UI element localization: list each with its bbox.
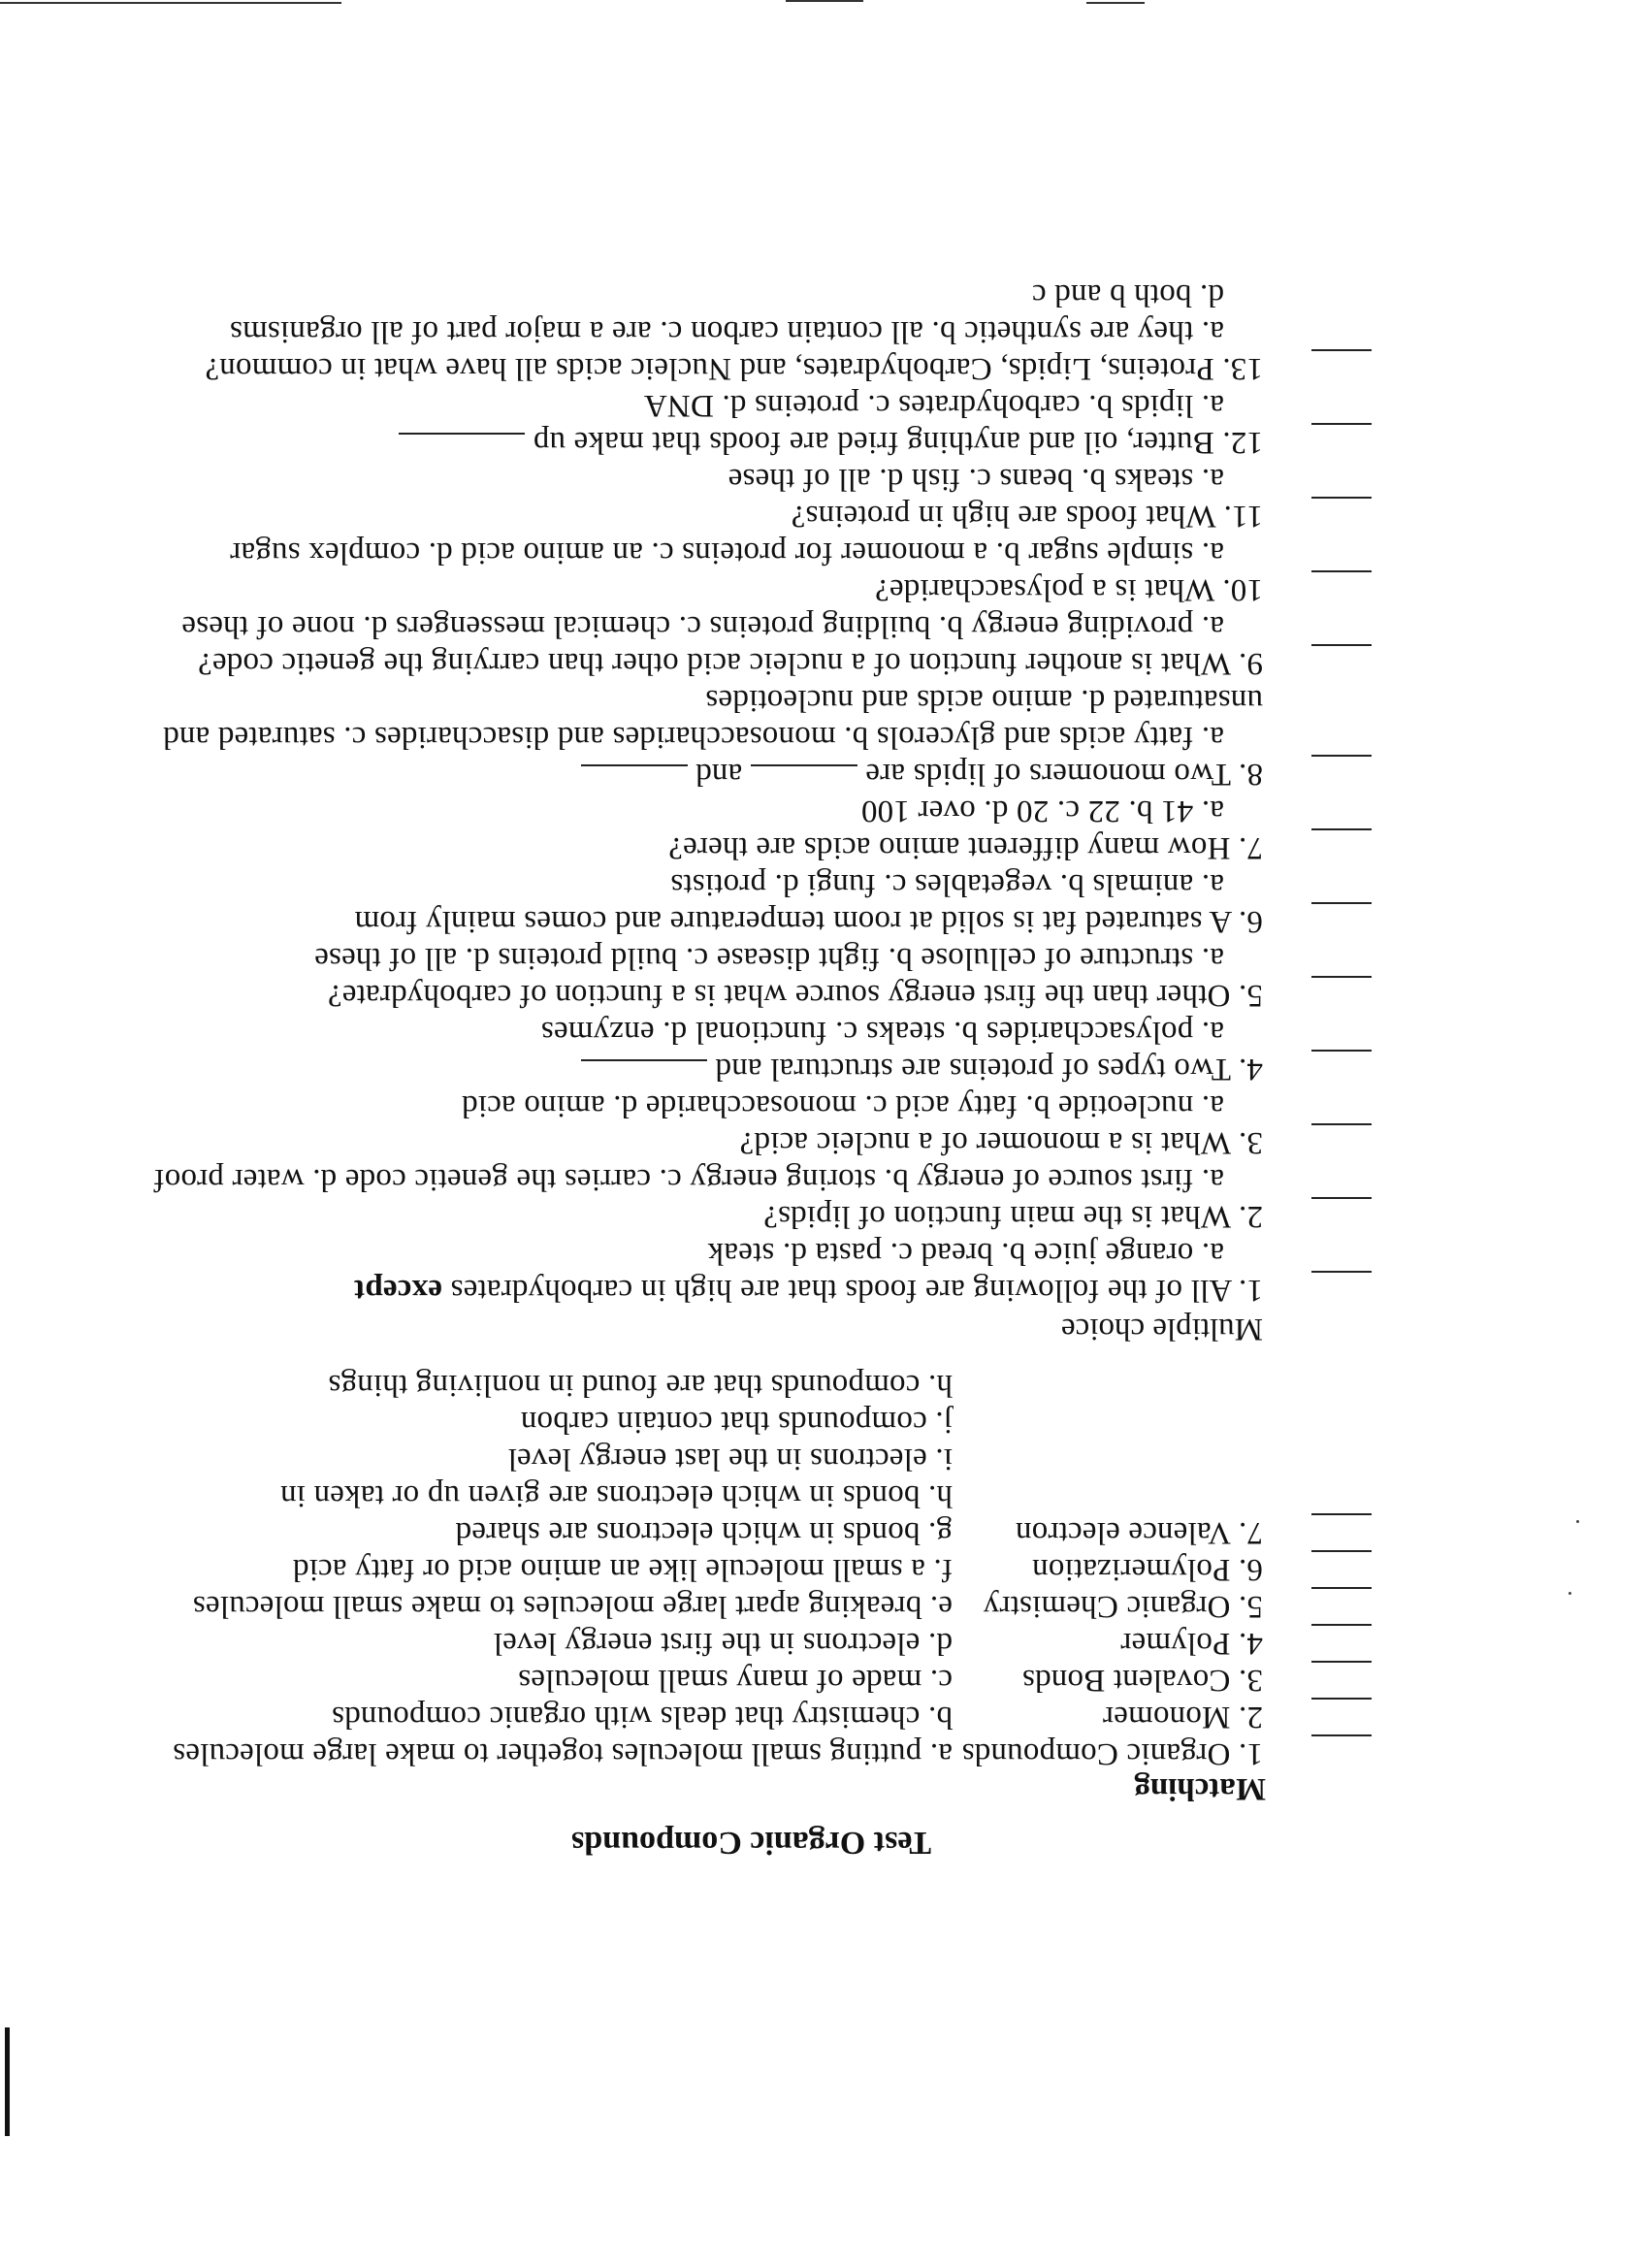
scan-rule <box>1086 2 1145 4</box>
matching-definition: d. electrons in the first energy level <box>493 1626 953 1661</box>
answer-options: a. polysaccharides b. steaks c. functional d. enzymes <box>540 1015 1224 1050</box>
matching-term: 2. Monomer <box>1102 1700 1263 1734</box>
fill-in-blank[interactable] <box>751 764 857 792</box>
answer-blank[interactable] <box>1311 1587 1372 1589</box>
answer-options-continued: unsaturated d. amino acids and nucleotides <box>705 683 1263 718</box>
answer-options: a. structure of cellulose b. fight disease c. build proteins d. all of these <box>313 941 1224 976</box>
question-text: 9. What is another function of a nucleic acid other than carrying the genetic code? <box>197 646 1263 681</box>
answer-blank[interactable] <box>1311 423 1372 425</box>
question-text: 5. Other than the first energy source what is a function of carbohydrate? <box>327 978 1263 1013</box>
question-emphasis: except <box>353 1273 442 1308</box>
answer-options: a. fatty acids and glycerols b. monosaccharides and disaccharides c. saturated and <box>163 720 1224 755</box>
matching-term: 7. Valence electron <box>1015 1515 1263 1550</box>
fill-in-blank[interactable] <box>581 1059 707 1086</box>
answer-blank[interactable] <box>1311 902 1372 904</box>
scan-edge-mark <box>5 2027 10 2136</box>
matching-definition: e. breaking apart large molecules to make small molecules <box>192 1589 953 1624</box>
matching-definition: j. compounds that contain carbon <box>520 1405 953 1440</box>
answer-options: a. nucleotide b. fatty acid c. monosaccharide d. amino acid <box>461 1088 1224 1123</box>
answer-blank[interactable] <box>1311 1661 1372 1663</box>
question-text: 12. Butter, oil and anything fried are foods that make up <box>533 425 1263 460</box>
question-text: 3. What is a monomer of a nucleic acid? <box>739 1125 1263 1160</box>
matching-term: 5. Organic Chemistry <box>983 1589 1263 1624</box>
question-text: 2. What is the main function of lipids? <box>763 1199 1263 1234</box>
question-text: 1. All of the following are foods that are high in carbohydrates <box>450 1273 1263 1308</box>
answer-blank[interactable] <box>1311 1698 1372 1700</box>
multiple-choice-heading: Multiple choice <box>1060 1312 1263 1346</box>
scan-rule <box>0 2 341 4</box>
matching-term: 4. Polymer <box>1120 1626 1263 1661</box>
matching-term: 3. Covalent Bonds <box>1021 1663 1263 1698</box>
question-text: 8. Two monomers of lipids are <box>865 757 1263 792</box>
scan-speck <box>1568 1592 1571 1595</box>
answer-options: a. animals b. vegetables c. fungi d. protists <box>670 867 1224 902</box>
question-text: 11. What foods are high in proteins? <box>791 499 1263 534</box>
page-title: Test Organic Compounds <box>571 1825 931 1861</box>
answer-blank[interactable] <box>1311 1513 1372 1515</box>
matching-definition: h. bonds in which electrons are given up or taken in <box>279 1478 953 1513</box>
answer-options: a. providing energy b. building proteins c. chemical messengers d. none of these <box>181 609 1224 644</box>
question-text: 4. Two types of proteins are structural and <box>715 1052 1263 1086</box>
answer-options: a. first source of energy b. storing energy c. carries the genetic code d. water proof <box>153 1162 1224 1197</box>
matching-definition: i. electrons in the last energy level <box>507 1442 953 1476</box>
answer-blank[interactable] <box>1311 1050 1372 1052</box>
question-1 <box>354 1272 1263 1308</box>
answer-blank[interactable] <box>1311 1197 1372 1199</box>
answer-blank[interactable] <box>1311 570 1372 572</box>
scan-speck <box>1576 1520 1579 1523</box>
matching-term: 6. Polymerization <box>1031 1552 1263 1587</box>
answer-blank[interactable] <box>1311 755 1372 757</box>
answer-blank[interactable] <box>1311 497 1372 499</box>
answer-options-continued: d. both b and c <box>1031 277 1224 312</box>
answer-blank[interactable] <box>1311 1550 1372 1552</box>
fill-in-blank[interactable] <box>399 433 525 460</box>
answer-options: a. steaks b. beans c. fish d. all of these <box>728 462 1224 497</box>
matching-definition: a. putting small molecules together to make large molecules <box>173 1736 953 1771</box>
matching-definition: b. chemistry that deals with organic compounds <box>331 1700 953 1734</box>
answer-blank[interactable] <box>1311 1734 1372 1736</box>
question-4 <box>581 1051 1263 1086</box>
matching-term: 1. Organic Compounds <box>961 1736 1263 1771</box>
answer-options: a. simple sugar b. a monomer for proteins c. an amino acid d. complex sugar <box>230 535 1224 570</box>
matching-definition: f. a small molecule like an amino acid or fatty acid <box>292 1552 953 1587</box>
answer-blank[interactable] <box>1311 1123 1372 1125</box>
answer-options: a. lipids b. carbohydrates c. proteins d. DNA <box>643 388 1224 423</box>
matching-definition: g. bonds in which electrons are shared <box>455 1515 953 1550</box>
answer-blank[interactable] <box>1311 644 1372 646</box>
question-8 <box>581 756 1263 792</box>
question-text: 6. A saturated fat is solid at room temperature and comes mainly from <box>354 904 1263 939</box>
question-12 <box>399 424 1263 460</box>
answer-blank[interactable] <box>1311 1624 1372 1626</box>
matching-heading: Matching <box>1134 1771 1266 1806</box>
question-text: 7. How many different amino acids are there? <box>668 830 1263 865</box>
matching-definition: h. compounds that are found in nonliving things <box>328 1368 953 1403</box>
answer-options: a. orange juice b. bread c. pasta d. steak <box>707 1236 1224 1271</box>
answer-blank[interactable] <box>1311 1271 1372 1273</box>
answer-options: a. they are synthetic b. all contain carbon c. are a major part of all organisms <box>229 314 1224 349</box>
question-text-mid: and <box>695 757 743 792</box>
matching-definition: c. made of many small molecules <box>518 1663 953 1698</box>
answer-blank[interactable] <box>1311 976 1372 978</box>
fill-in-blank[interactable] <box>581 764 688 792</box>
answer-blank[interactable] <box>1311 828 1372 830</box>
answer-options: a. 41 b. 22 c. 20 d. over 100 <box>860 794 1224 828</box>
question-text: 13. Proteins, Lipids, Carbohydrates, and Nucleic acids all have what in common? <box>205 351 1263 386</box>
scan-rule <box>786 0 863 2</box>
answer-blank[interactable] <box>1311 349 1372 351</box>
question-text: 10. What is a polysaccharide? <box>874 572 1263 607</box>
